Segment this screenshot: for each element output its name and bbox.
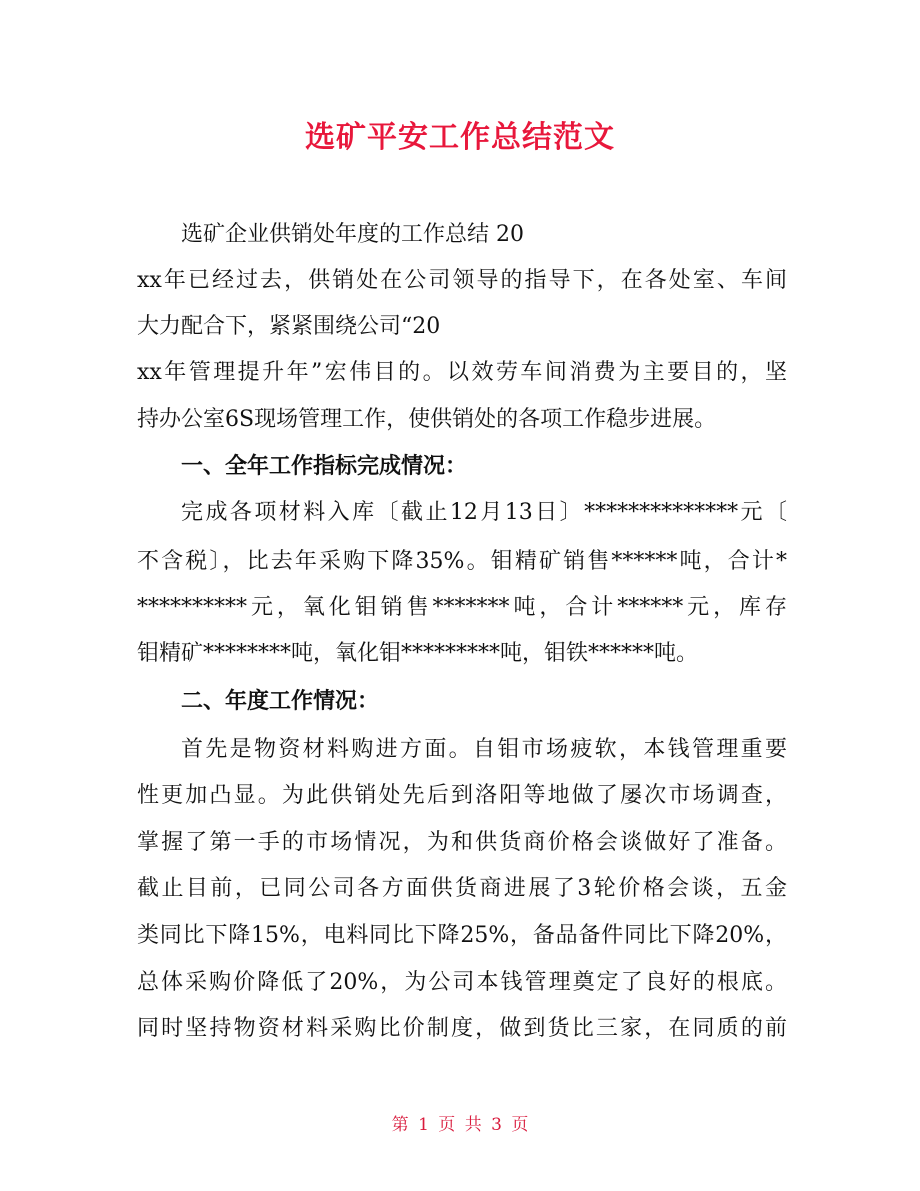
paragraph-line: 钼精矿********吨，氧化钼*********吨，钼铁******吨。 xyxy=(137,641,699,666)
paragraph-line: 同时坚持物资材料采购比价制度，做到货比三家，在同质的前 xyxy=(137,1016,787,1041)
paragraph-line: 掌握了第一手的市场情况，为和供货商价格会谈做好了准备。 xyxy=(137,830,787,855)
paragraph-line: 不含税〕，比去年采购下降35%。钼精矿销售******吨，合计* xyxy=(137,549,787,574)
paragraph-line: 首先是物资材料购进方面。自钼市场疲软，本钱管理重要 xyxy=(181,737,787,762)
paragraph-line: 持办公室6S现场管理工作，使供销处的各项工作稳步进展。 xyxy=(137,407,717,432)
paragraph-line: 性更加凸显。为此供销处先后到洛阳等地做了屡次市场调查， xyxy=(137,783,787,808)
paragraph-line: 完成各项材料入库〔截止12月13日〕**************元〔 xyxy=(181,500,787,525)
section-heading: 二、年度工作情况： xyxy=(181,689,380,714)
section-heading: 一、全年工作指标完成情况： xyxy=(181,454,468,479)
paragraph-line: 选矿企业供销处年度的工作总结 20 xyxy=(181,222,524,247)
paragraph-line: **********元，氧化钼销售*******吨，合计******元，库存 xyxy=(137,595,787,620)
paragraph-line: 类同比下降15%，电料同比下降25%，备品备件同比下降20%， xyxy=(137,923,787,948)
paragraph-line: xx年已经过去，供销处在公司领导的指导下，在各处室、车间 xyxy=(137,268,787,293)
page-footer: 第 1 页 共 3 页 xyxy=(391,1115,529,1135)
paragraph-line: 截止目前，已同公司各方面供货商进展了3轮价格会谈，五金 xyxy=(137,876,787,901)
paragraph-line: 大力配合下，紧紧围绕公司“20 xyxy=(137,314,441,339)
page-title: 选矿平安工作总结范文 xyxy=(305,120,615,155)
paragraph-line: xx年管理提升年”宏伟目的。以效劳车间消费为主要目的，坚 xyxy=(137,360,787,385)
paragraph-line: 总体采购价降低了20%，为公司本钱管理奠定了良好的根底。 xyxy=(137,970,787,995)
